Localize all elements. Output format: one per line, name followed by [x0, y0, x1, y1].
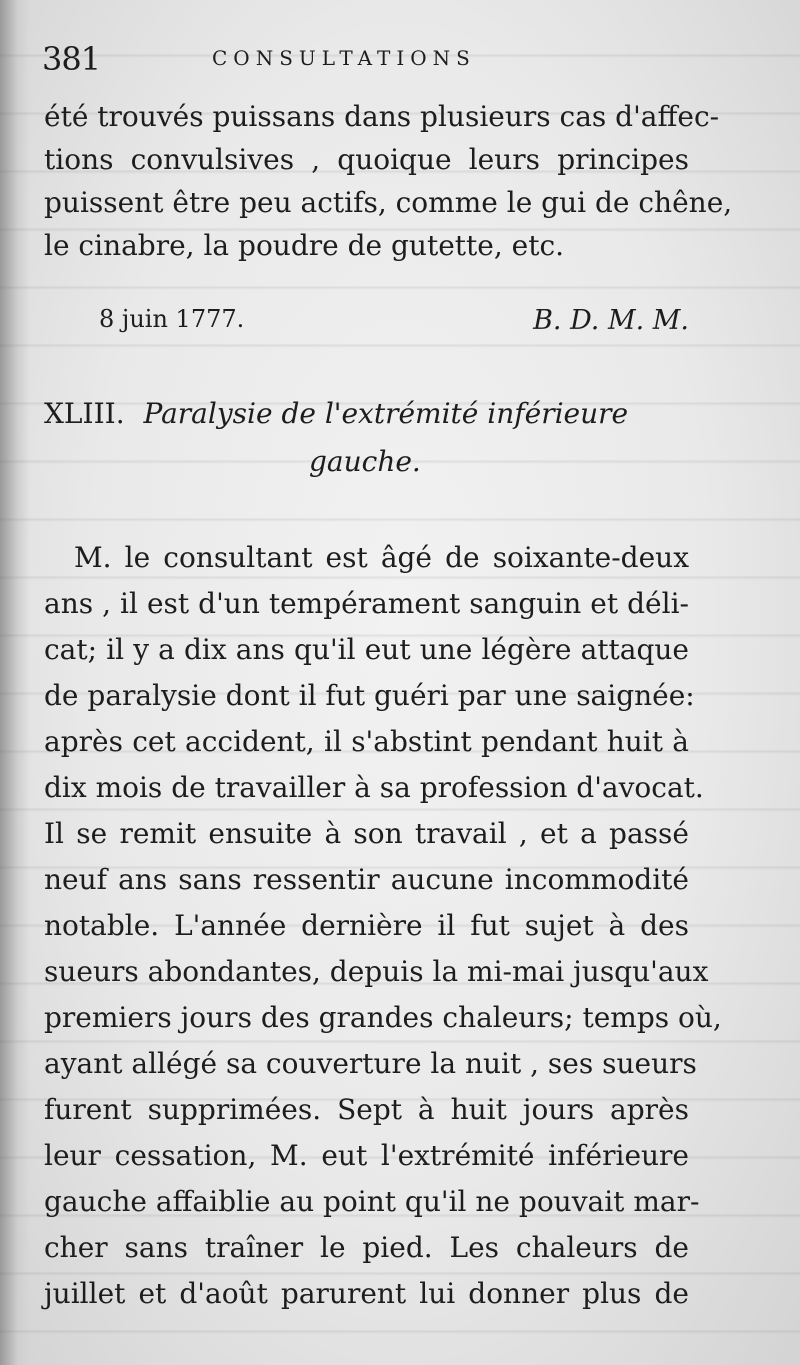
section-title-continued: gauche. — [309, 445, 421, 478]
page-header — [42, 40, 702, 80]
text-line: cher sans traîner le pied. Les chaleurs de — [44, 1231, 689, 1264]
text-line: puissent être peu actifs, comme le gui de chêne, — [44, 186, 733, 219]
body-paragraph — [44, 535, 722, 1317]
intro-paragraph — [44, 95, 733, 267]
signoff — [44, 305, 689, 349]
text-line: leur cessation, M. eut l'extrémité inférieure — [44, 1139, 689, 1172]
text-line: tions convulsives , quoique leurs principes — [44, 143, 689, 176]
text-line: ayant allégé sa couverture la nuit , ses sueurs — [44, 1047, 697, 1080]
section-heading — [44, 390, 689, 486]
text-line: gauche affaiblie au point qu'il ne pouvait mar- — [44, 1185, 700, 1218]
text-line: ans , il est d'un tempérament sanguin et déli- — [44, 587, 689, 620]
signoff-initials: B. D. M. M. — [533, 305, 689, 336]
text-line: après cet accident, il s'abstint pendant huit à — [44, 725, 689, 758]
text-line: neuf ans sans ressentir aucune incommodité — [44, 863, 689, 896]
text-line: de paralysie dont il fut guéri par une saignée: — [44, 679, 695, 712]
text-line: le cinabre, la poudre de gutette, etc. — [44, 229, 565, 262]
text-line: été trouvés puissans dans plusieurs cas d'affec- — [44, 100, 720, 133]
text-line: M. le consultant est âgé de soixante-deux — [74, 541, 689, 574]
text-line: sueurs abondantes, depuis la mi-mai jusqu'aux — [44, 955, 709, 988]
signoff-date: 8 juin 1777. — [99, 305, 245, 333]
text-line: dix mois de travailler à sa profession d'avocat. — [44, 771, 704, 804]
section-title: Paralysie de l'extrémité inférieure — [143, 397, 629, 430]
text-line: juillet et d'août parurent lui donner plus de — [44, 1277, 689, 1310]
running-head: CONSULTATIONS — [212, 46, 476, 70]
text-line: notable. L'année dernière il fut sujet à des — [44, 909, 689, 942]
section-number: XLIII. — [44, 397, 125, 430]
text-line: furent supprimées. Sept à huit jours après — [44, 1093, 689, 1126]
text-line: premiers jours des grandes chaleurs; temps où, — [44, 1001, 722, 1034]
page-number: 381 — [42, 40, 101, 78]
text-line: Il se remit ensuite à son travail , et a passé — [44, 817, 689, 850]
text-line: cat; il y a dix ans qu'il eut une légère attaque — [44, 633, 689, 666]
